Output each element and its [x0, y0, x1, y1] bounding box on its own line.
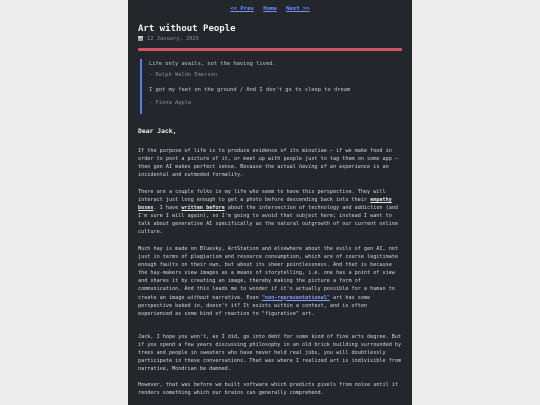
p1-text-b: is an incidental and outmoded formality.: [138, 164, 389, 179]
epigraph-attribution-1: - Ralph Waldo Emerson: [149, 72, 218, 78]
p3-text-b: narrative. Even: [209, 294, 262, 301]
epigraph-blockquote: [140, 59, 402, 114]
paragraph-2: [138, 188, 404, 237]
empathy-boxes-link[interactable]: empathy boxes: [138, 197, 392, 212]
p2-text-a: There are a couple folks in my life who seem to have this perspective. They will interact just long enough to get a photo before descending back into their: [138, 189, 386, 204]
post-date: [138, 35, 199, 43]
paragraph-5: However, that was before we built software which predicts pixels from noise until it renders something which our brains can generally comprehend.: [138, 382, 398, 397]
p1-emphasis: having of an experience: [298, 164, 371, 171]
p2-text-c: about the intersection of technology and addiction (and I'm sure I will again), so I'm going to avoid that subject here; instead I want to talk about generative AI specifically as the natural outgrowth of our current online culture.: [138, 205, 399, 236]
page-title: Art without People: [138, 24, 236, 34]
p2-text-b: . I have: [153, 205, 182, 212]
post-date-text: 12 January, 2025: [147, 36, 199, 42]
epigraph-quote-1: Life only avails, not the having lived.: [149, 61, 276, 67]
post-navigation: [128, 5, 412, 13]
article-page: [128, 0, 412, 405]
letter-greeting: Dear Jack,: [138, 127, 177, 135]
prev-link[interactable]: << Prev: [230, 6, 254, 12]
p3-emphasis: without: [187, 294, 210, 301]
title-divider: [138, 48, 402, 51]
p3-text-c: art has some perspective baked in, doesn't it? It exists within a context, and is often experienced as some kind of reaction to "figurative" art.: [138, 294, 371, 317]
paragraph-1: [138, 147, 404, 179]
p3-text-a: Much hay is made on Bluesky, ArtStation and elsewhere about the evils of gen AI, not just in terms of plagiarism and resource consumption, which are of course legitimate enough faults on their own, but about its sheer pointlessness. And that is because the hay-makers view images as a means of storytelling, i.e. one has a point of view and shares it by creating an image, thereby making the picture a form of communication. And this leads me to wonder if it's actually possible for a human to create an image: [138, 246, 398, 301]
epigraph-quote-2: I got my feet on the ground / And I don't go to sleep to dream: [149, 87, 351, 93]
home-link[interactable]: Home: [263, 6, 277, 12]
p1-text-a: If the purpose of life is to produce evidence of its minutiae — if we make food in order to post a picture of it, or meet up with people just to tag them on some app — then gen AI makes perfect sense. Because the actual: [138, 148, 398, 171]
paragraph-3: [138, 245, 404, 318]
calendar-icon: [138, 36, 143, 41]
non-representational-link[interactable]: "non-representational": [261, 294, 330, 301]
written-before-link[interactable]: written before: [181, 205, 225, 212]
next-link[interactable]: Next >>: [286, 6, 310, 12]
paragraph-4: Jack, I hope you won't, as I did, go into debt for some kind of fine arts degree. But if you spend a few years discussing philosophy in an old brick building surrounded by trees and people in sweaters who have never held real jobs, you will doubtlessly participate in these conversations. That was where I realized art is indivisible from narrative, Mondrian be damned.: [138, 334, 402, 373]
epigraph-attribution-2: - Fiona Apple: [149, 100, 192, 106]
